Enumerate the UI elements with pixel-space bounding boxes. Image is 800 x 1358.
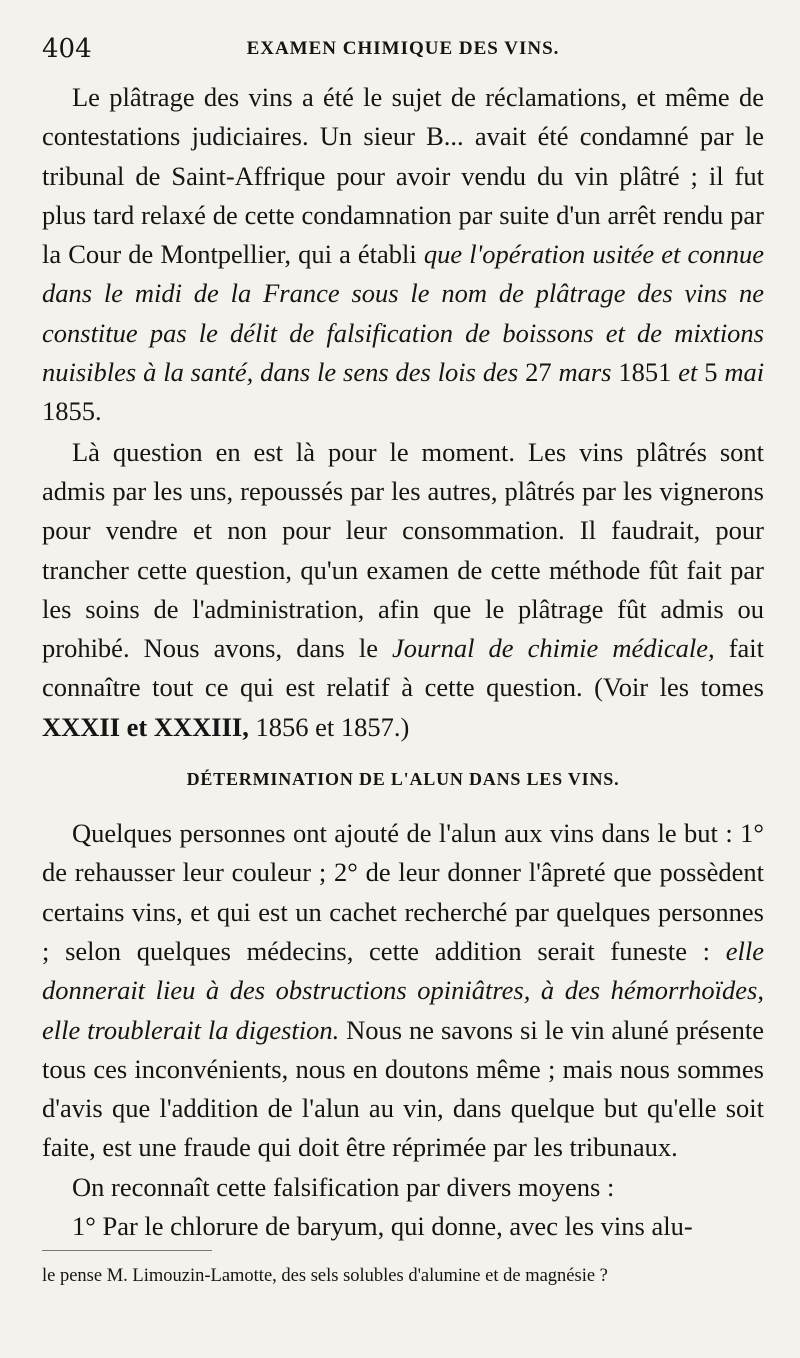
paragraph-platrage — [42, 78, 764, 432]
journal-title: Journal de chimie médicale, — [392, 633, 715, 664]
paragraph-2-text-2: fait connaître tout ce qui est relatif à cette question. (Voir les tomes — [42, 633, 765, 703]
tome-years: 1856 et 1857.) — [255, 711, 410, 742]
running-title: EXAMEN CHIMIQUE DES VINS. — [246, 38, 560, 59]
paragraph-alun — [42, 814, 764, 1168]
paragraph-moyens: On reconnaît cette falsification par divers moyens : — [72, 1171, 615, 1202]
running-header — [42, 34, 764, 64]
year-2: 1855. — [42, 396, 102, 427]
paragraph-1-quote: que l'opération usitée et connue dans le midi de la France sous le nom de plâtrage des vins ne constitue pas le délit de falsification de boissons et de mixtions nuisibles à la santé, dans le sens des lois des — [42, 239, 764, 388]
footnote-divider — [42, 1250, 212, 1251]
paragraph-3-quote: elle donnerait lieu à des obstructions opiniâtres, à des hémorrhoïdes, elle troublerait la digestion. — [42, 935, 764, 1045]
month-1: mars — [558, 357, 612, 388]
footnote: le pense M. Limouzin-Lamotte, des sels solubles d'alumine et de magnésie ? — [42, 1266, 608, 1286]
year-1: 1851 — [618, 357, 672, 388]
section-title: DÉTERMINATION DE L'ALUN DANS LES VINS. — [186, 769, 620, 790]
tomes: XXXII et XXXIII, — [42, 711, 249, 742]
paragraph-question — [42, 433, 764, 747]
paragraph-chlorure: 1° Par le chlorure de baryum, qui donne, avec les vins alu- — [72, 1211, 693, 1242]
page-body — [42, 78, 764, 1246]
page-number: 404 — [42, 34, 92, 64]
paragraph-3-text-1: Quelques personnes ont ajouté de l'alun aux vins dans le but : 1° de rehausser leur couleur ; 2° de leur donner l'âpreté que possèdent certains vins, et qui est un cachet recherché par quelques personnes ; selon quelques médecins, cette addition serait funeste : — [42, 818, 764, 966]
month-2: mai — [724, 357, 765, 388]
paragraph-1-text: Le plâtrage des vins a été le sujet de réclamations, et même de contestations judiciaires. Un sieur B... avait été condamné par le tribunal de Saint-Affrique pour avoir vendu du vin plâtré ; il fut plus tard relaxé de cette condamnation par suite d'un arrêt rendu par la Cour de Montpellier, qui a établi — [42, 82, 764, 270]
conjunction: et — [678, 357, 698, 388]
date-1: 27 — [525, 357, 552, 388]
date-2: 5 — [704, 357, 718, 388]
paragraph-2-text-1: Là question en est là pour le moment. Les vins plâtrés sont admis par les uns, repoussés par les autres, plâtrés par les vignerons pour vendre et non pour leur consommation. Il faudrait, pour trancher cette question, qu'un examen de cette méthode fût fait par les soins de l'administration, afin que le plâtrage fût admis ou prohibé. Nous avons, dans le — [42, 436, 764, 664]
paragraph-3-text-2: Nous ne savons si le vin aluné présente tous ces inconvénients, nous en doutons même ; mais nous sommes d'avis que l'addition de l'alun au vin, dans quelque but qu'elle soit faite, est une fraude qui doit être réprimée par les tribunaux. — [42, 1014, 764, 1163]
